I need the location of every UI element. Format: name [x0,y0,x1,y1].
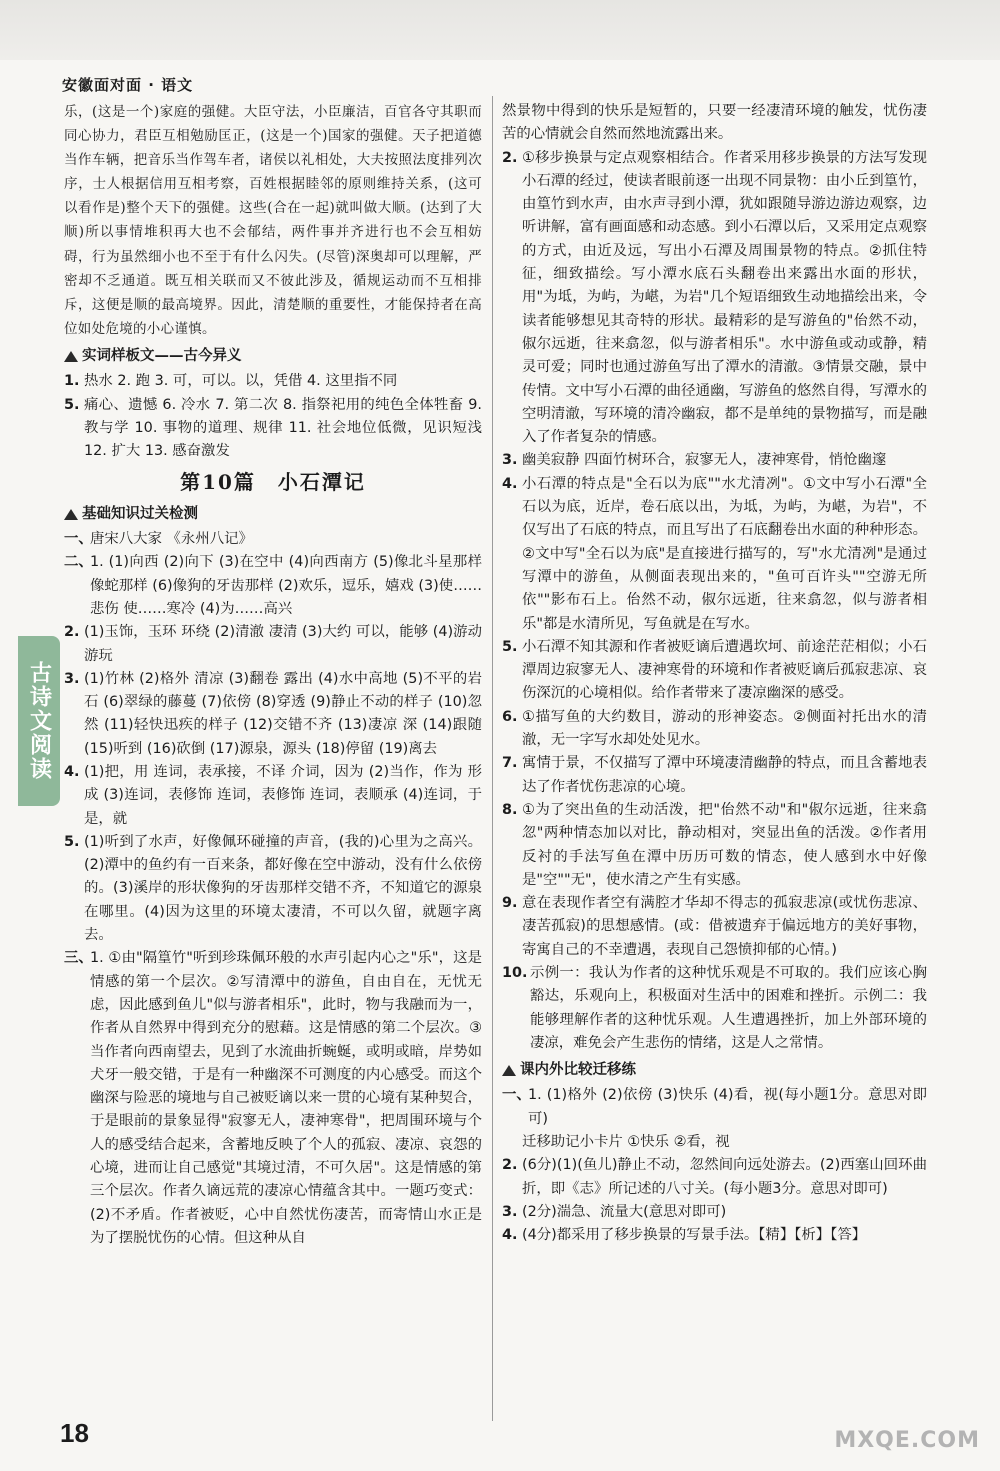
item-number: 3. [502,452,518,469]
item-text: (6分)(1)(鱼儿)静止不动，忽然间向远处游去。(2)西塞山回环曲折，即《志》所记述的八寸关。(每小题3分。意思对即可) [522,1157,927,1197]
item-text: 1. (1)向西 (2)向下 (3)在空中 (4)向西南方 (5)像北斗星那样 像蛇那样 (6)像狗的牙齿那样 (2)欢乐，逗乐，嬉戏 (3)使……悲伤 使……寒冷 (4)为……高兴 [90,554,482,617]
answer-item [64,528,482,551]
item-text: (1)竹林 (2)格外 清凉 (3)翻卷 露出 (4)水中高地 (5)不平的岩石 (6)翠绿的藤蔓 (7)依傍 (8)穿透 (9)静止不动的样子 (10)忽然 (11)轻快迅疾的样子 (12)交错不齐 (13)凄凉 深 (14)跟随 (15)听到 (16)砍倒 (17)源泉，源头 (18)停留 (19)离去 [84,670,482,757]
answer-item [64,370,482,393]
item-text: 热水 2. 跑 3. 可，可以。以，凭借 4. 这里指不同 [84,373,398,390]
section-head-basics [64,503,482,526]
answer-item [502,449,927,472]
left-column [64,100,482,1250]
item-number: 4. [502,1227,518,1244]
section-head-label: 实词样板文——古今异义 [82,347,242,364]
section-head-label: 课内外比较迁移练 [520,1062,636,1079]
item-text: ①移步换景与定点观察相结合。作者采用移步换景的方法写发现小石潭的经过，使读者眼前逐一出现不同景物：由小丘到篁竹，由篁竹到水声，由水声寻到小潭，犹如跟随导游边游边观察，边听讲解，富有画面感和动态感。到小石潭以后，又采用定点观察的方式，由近及远，写出小石潭及周围景物的特点。②抓住特征，细致描绘。写小潭水底石头翻卷出来露出水面的形状，用"为坻，为屿，为嵁，为岩"几个短语细致生动地描绘出来，令读者能够想见其奇特的形状。最精彩的是写游鱼的"佁然不动，俶尔远逝，往来翕忽，似与游者相乐"。水中游鱼或动或静，精灵可爱；同时也通过游鱼写出了潭水的清澈。③情景交融，景中传情。文中写小石潭的曲径通幽，写游鱼的悠然自得，写潭水的空明清澈，写环境的清冷幽寂，都不是单纯的景物描写，而是融入了作者复杂的情感。 [522,149,927,446]
item-number: 2. [64,624,80,641]
right-column [502,100,927,1248]
triangle-icon [64,509,78,520]
item-text: 唐宋八大家 《永州八记》 [90,531,253,548]
item-text: 1. (1)格外 (2)依傍 (3)快乐 (4)看，视(每小题1分。意思对即可) [528,1087,927,1127]
answer-item [502,147,927,450]
item-text: 痛心、遗憾 6. 冷水 7. 第二次 8. 指祭祀用的纯色全体牲畜 9. 教与学 10. 事物的道理、规律 11. 社会地位低微，见识短浅 12. 扩大 13. 感奋激发 [84,396,482,460]
column-divider [492,96,493,1421]
item-number: 2. [502,149,518,166]
answer-item [64,761,482,831]
item-text: (2分)湍急、流量大(意思对即可) [522,1203,727,1220]
answer-item [502,636,927,706]
item-number: 5. [64,833,80,850]
item-text: (1)听到了水声，好像佩环碰撞的声音，(我的)心里为之高兴。(2)潭中的鱼约有一百来条，都好像在空中游动，没有什么依傍的。(3)溪岸的形状像狗的牙齿那样交错不齐，不知道它的源泉在哪里。(4)因为这里的环境太凄清，不可以久留，就题字离去。 [84,833,482,944]
watermark: MXQE.COM [834,1428,980,1453]
item-text: 然景物中得到的快乐是短暂的，只要一经凄清环境的触发，忧伤凄苦的心情就会自然而然地流露出来。 [502,103,927,143]
answer-item [502,100,927,147]
answer-item [502,1084,927,1131]
item-text: ①描写鱼的大约数目，游动的形神姿态。②侧面衬托出水的清澈，无一字写水却处处见水。 [522,708,927,749]
answer-item [502,962,927,1055]
answer-item [502,1131,927,1154]
item-number: 一、 [502,1087,531,1104]
item-text: 迁移助记小卡片 ①快乐 ②看，视 [522,1134,730,1151]
item-number: 4. [64,763,80,780]
item-text: 示例一：我认为作者的这种忧乐观是不可取的。我们应该心胸豁达，乐观向上，积极面对生活中的困难和挫折。示例二：我能够理解作者的这种忧乐观。人生遭遇挫折，加上外部环境的凄凉，难免会产生悲伤的情绪，这是人之常情。 [530,964,927,1051]
item-number: 9. [502,895,518,912]
scan-top-band [0,0,1000,60]
item-number: 4. [502,475,518,492]
answer-item [64,947,482,1250]
item-number: 5. [502,638,518,655]
section-head-transfer [502,1059,927,1082]
answer-item [64,831,482,947]
item-number: 二、 [64,554,93,571]
section-head-label: 基础知识过关检测 [82,505,198,522]
item-number: 三、 [64,950,93,967]
item-text: 1. ①由"隔篁竹"听到珍珠佩环般的水声引起内心之"乐"，这是情感的第一个层次。②写清潭中的游鱼，自由自在，无忧无虑，因此感到鱼儿"似与游者相乐"，此时，物与我融而为一，作者从自然界中得到充分的慰藉。这是情感的第二个层次。③当作者向西南望去，见到了水流曲折蜿蜒，或明或暗，岸势如犬牙一般交错，于是有一种幽深不可测度的内心感受。而这个幽深与险恶的境地与自己被贬谪以来一贯的心境有某种契合，于是眼前的景象显得"寂寥无人，凄神寒骨"，把周围环境与个人的感受结合起来，含蓄地反映了个人的孤寂、凄凉、哀怨的心境，进而让自己感觉"其境过清，不可久居"。这是情感的第三个层次。作者久谪远荒的凄凉心情蕴含其中。一题巧变式：(2)不矛盾。作者被贬，心中自然忧伤凄苦，而寄情山水正是为了摆脱忧伤的心情。但这种从自 [90,950,482,1246]
item-text: ①为了突出鱼的生动活泼，把"佁然不动"和"俶尔远逝，往来翕忽"两种情态加以对比，静动相对，突显出鱼的活泼。②作者用反衬的手法写鱼在潭中历历可数的情态，使人感到水中好像是"空""无"，使水清之产生有实感。 [522,801,927,888]
answer-item [502,799,927,892]
item-text: 幽美寂静 四面竹树环合，寂寥无人，凄神寒骨，悄怆幽邃 [522,452,887,469]
item-text: (1)把，用 连词，表承接，不译 介词，因为 (2)当作，作为 形成 (3)连词，表修饰 连词，表修饰 连词，表顺承 (4)连词，于是，就 [84,763,482,827]
answer-item [64,621,482,668]
item-text: 小石潭的特点是"全石以为底""水尤清冽"。①文中写小石潭"全石以为底，近岸，卷石底以出，为坻，为屿，为嵁，为岩"，不仅写出了石底的特点，而且写出了石底翻卷出水面的种种形态。②文中写"全石以为底"是直接进行描写的，写"水尤清冽"是通过写潭中的游鱼，从侧面表现出来的，"鱼可百许头""空游无所依""影布石上。佁然不动，俶尔远逝，往来翕忽，似与游者相乐"都是水清所见，写鱼就是在写水。 [522,475,927,632]
answer-item [64,551,482,621]
answer-item [502,1224,927,1247]
answer-item [502,706,927,753]
item-number: 1. [64,373,80,390]
section-head-vocab [64,345,482,368]
item-number: 7. [502,755,518,772]
triangle-icon [502,1065,516,1076]
item-number: 10. [502,964,528,981]
item-text: 寓情于景，不仅描写了潭中环境凄清幽静的特点，而且含蓄地表达了作者忧伤悲凉的心境。 [522,755,927,795]
answer-item [64,668,482,761]
item-number: 3. [64,670,80,687]
item-number: 3. [502,1203,518,1220]
answer-item [502,1201,927,1224]
item-number: 6. [502,708,518,725]
item-number: 5. [64,396,80,413]
answer-item [64,394,482,464]
item-text: (4分)都采用了移步换景的写景手法。【精】【析】【答】 [522,1227,867,1244]
running-header: 安徽面对面 · 语文 [62,76,194,94]
answer-item [502,1154,927,1201]
item-number: 2. [502,1157,518,1174]
chapter-title: 第10篇 小石潭记 [180,470,366,495]
answer-item [502,752,927,799]
page-number: 18 [60,1418,89,1448]
section-side-tab: 古诗文阅读 [18,636,60,806]
item-text: (1)玉饰，玉环 环绕 (2)清澈 凄清 (3)大约 可以，能够 (4)游动 游玩 [84,624,482,664]
answer-item [502,473,927,636]
triangle-icon [64,351,78,362]
item-number: 8. [502,801,518,818]
answer-item [502,892,927,962]
item-text: 小石潭不知其源和作者被贬谪后遭遇坎坷、前途茫茫相似；小石潭周边寂寥无人、凄神寒骨的环境和作者被贬谪后孤寂悲凉、哀伤深沉的心境相似。给作者带来了凄凉幽深的感受。 [522,638,927,702]
item-number: 一、 [64,531,93,548]
item-text: 意在表现作者空有满腔才华却不得志的孤寂悲凉(或忧伤悲凉、凄苦孤寂)的思想感情。(或：借被遗弃于偏远地方的美好事物，寄寓自己的不幸遭遇，表现自己怨愤抑郁的心情。) [522,895,927,958]
translation-paragraph: 乐，(这是一个)家庭的强健。大臣守法，小臣廉洁，百官各守其职而同心协力，君臣互相勉励匡正，(这是一个)国家的强健。天子把道德当作车辆，把音乐当作驾车者，诸侯以礼相处，大夫按照法度排列次序，士人根据信用互相考察，百姓根据睦邻的原则维持关系，(这可以看作是)整个天下的强健。这些(合在一起)就叫做大顺。(达到了大顺)所以事情堆积再大也不会郁结，两件事并齐进行也不会互相妨碍，行为虽然细小也不至于有什么闪失。(尽管)深奥却可以理解，严密却不乏通道。既互相关联而又不彼此涉及，循规运动而不互相排斥，这便是顺的最高境界。因此，清楚顺的重要性，才能保持者在高位如处危境的小心谨慎。 [64,104,482,337]
